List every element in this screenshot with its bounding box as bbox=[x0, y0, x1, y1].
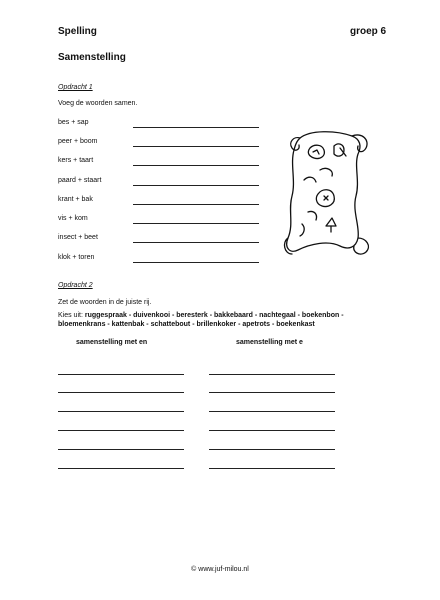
word-pair: peer + boom bbox=[58, 138, 98, 145]
footer-copyright: © www.juf-milou.nl bbox=[191, 566, 249, 573]
exercise2-instruction: Zet de woorden in de juiste rij. bbox=[58, 299, 152, 306]
answer-line[interactable] bbox=[133, 223, 259, 224]
answer-line[interactable] bbox=[58, 411, 184, 412]
answer-line[interactable] bbox=[209, 430, 335, 431]
answer-line[interactable] bbox=[133, 165, 259, 166]
answer-line[interactable] bbox=[209, 411, 335, 412]
answer-line[interactable] bbox=[133, 127, 259, 128]
word-pair: klok + toren bbox=[58, 254, 95, 261]
worksheet-subtitle: Samenstelling bbox=[58, 52, 126, 63]
word-choices bbox=[58, 311, 358, 329]
word-pair: bes + sap bbox=[58, 119, 89, 126]
answer-line[interactable] bbox=[58, 449, 184, 450]
exercise2-title: Opdracht 2 bbox=[58, 282, 93, 289]
answer-line[interactable] bbox=[133, 185, 259, 186]
word-pair: insect + beet bbox=[58, 234, 98, 241]
word-choices-line2: bloemenkrans - kattenbak - schattebout - brillenkoker - apetrots - boekenkast bbox=[58, 321, 315, 328]
word-pair: krant + bak bbox=[58, 196, 93, 203]
exercise1-instruction: Voeg de woorden samen. bbox=[58, 100, 138, 107]
column-header-en: samenstelling met en bbox=[76, 339, 148, 346]
word-pair: kers + taart bbox=[58, 157, 94, 164]
answer-line[interactable] bbox=[209, 374, 335, 375]
group-label: groep 6 bbox=[350, 26, 387, 37]
choose-label: Kies uit: bbox=[58, 312, 85, 319]
answer-line[interactable] bbox=[58, 468, 184, 469]
subject-title: Spelling bbox=[58, 26, 97, 37]
answer-line[interactable] bbox=[133, 146, 259, 147]
answer-line[interactable] bbox=[133, 242, 259, 243]
answer-line[interactable] bbox=[133, 262, 259, 263]
answer-line[interactable] bbox=[209, 449, 335, 450]
answer-line[interactable] bbox=[209, 392, 335, 393]
word-pair: vis + kom bbox=[58, 215, 88, 222]
answer-line[interactable] bbox=[58, 392, 184, 393]
answer-line[interactable] bbox=[209, 468, 335, 469]
answer-line[interactable] bbox=[58, 374, 184, 375]
word-pair: paard + staart bbox=[58, 177, 102, 184]
exercise1-title: Opdracht 1 bbox=[58, 84, 93, 91]
answer-line[interactable] bbox=[133, 204, 259, 205]
word-choices-line1: ruggespraak - duivenkooi - beresterk - bakkebaard - nachtegaal - boekenbon - bbox=[84, 312, 344, 319]
column-header-e: samenstelling met e bbox=[236, 339, 303, 346]
treasure-map-icon bbox=[280, 126, 375, 261]
answer-line[interactable] bbox=[58, 430, 184, 431]
